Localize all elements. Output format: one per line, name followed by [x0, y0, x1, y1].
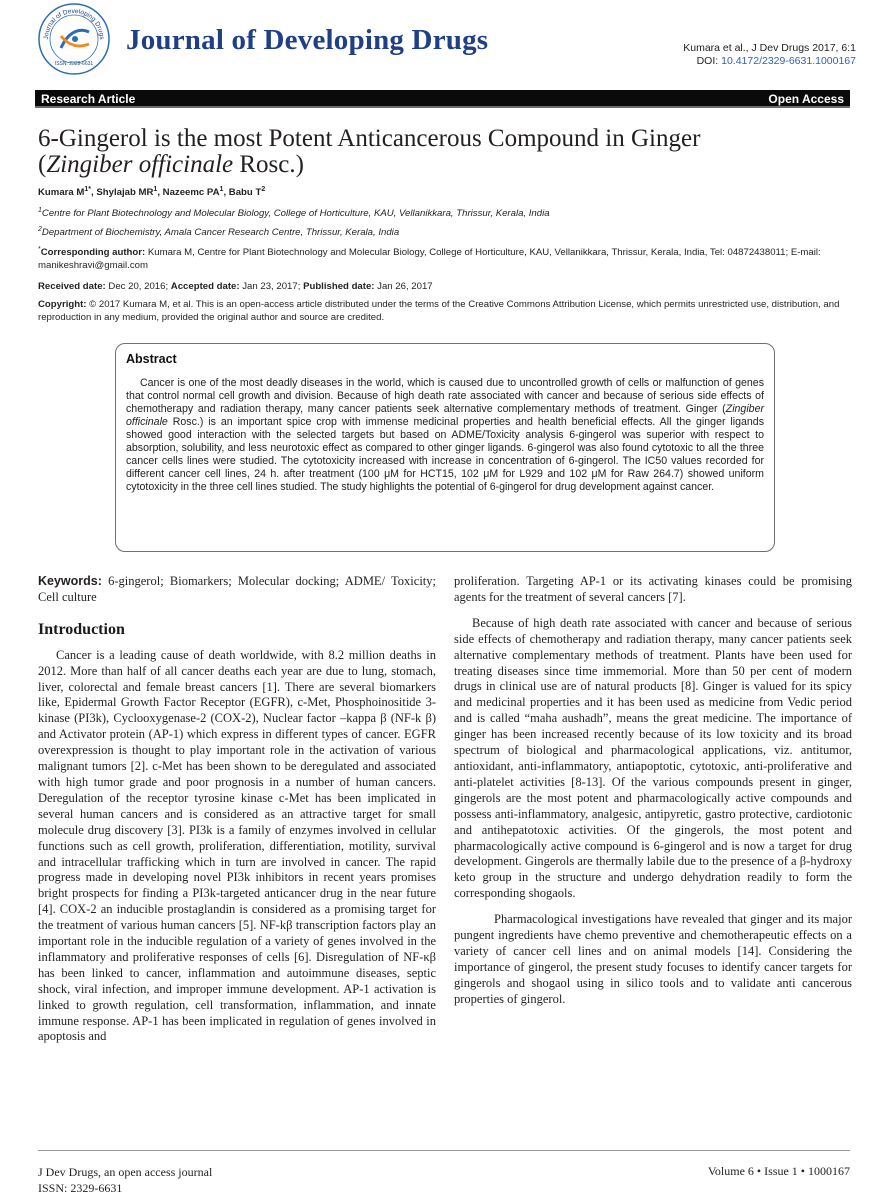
journal-logo: [37, 2, 111, 76]
right-column: [454, 574, 852, 1008]
left-column: [38, 574, 436, 1045]
author-name: Kumara M: [38, 187, 85, 198]
doi-link[interactable]: 10.4172/2329-6631.1000167: [721, 55, 856, 67]
author-list: Kumara $M^{1*}$, Shylajab $MR^1$, Nazeemc $PA^1$, Babu $T^2$: [38, 185, 266, 198]
affiliation-2: $^2$Department of Biochemistry, Amala Cancer Research Centre, Thrissur, Kerala, India: [38, 225, 400, 238]
affiliation-1: $^1$Centre for Plant Biotechnology and Molecular Biology, College of Horticulture, KAU, Vellanikkara, Thrissur, Kerala, India: [38, 206, 550, 219]
intro-paragraph-2: Because of high death rate associated with cancer and because of serious side effects of chemotherapy and radiation therapy, many cancer patients seek alternative complementary methods of treatment. Plants have been used for treating diseases since time immemorial. More than 50 per cent of modern drugs in clinical use are of natural products [8]. Ginger is valued for its spicy and medicinal properties and it has been used as medicine from Vedic period and is called “maha aushadh”, means the great medicine. The importance of ginger has been increased recently because of its low toxicity and its broad spectrum of biological and pharmacological applications, viz. antitumor, antioxidant, anti-inflammatory, antiapoptotic, cytotoxic, anti-proliferative and anti-platelet activities [8-13]. Of the various compounds present in ginger, gingerols are the most potent and pharmacologically active compounds and possess anti-inflammatory, analgesic, antipyretic, gastro protective, cardiotonic and antihepatotoxic activities. Of the gingerols, the most potent and pharmacologically active compound is 6-gingerol and is now a target for drug development. Gingerols are thermally labile due to the presence of a β-hydroxy keto group in the structure and undergo dehydration readily to form the corresponding shogaols.: [454, 615, 852, 901]
author-name: Shylajab MR: [96, 187, 154, 198]
logo-ring-text: Journal of Developing Drugs: [42, 7, 106, 40]
citation-block: [683, 42, 856, 68]
author-name: Babu T: [228, 187, 262, 198]
open-access-label: Open Access: [768, 92, 844, 106]
intro-paragraph-1: Cancer is a leading cause of death worldwide, with 8.2 million deaths in 2012. More than half of all cancer deaths each year are due to lung, stomach, liver, colorectal and female breast cancers [1]. There are several biomarkers like, Epidermal Growth Factor Receptor (EGFR), c-Met, Phosphoinositide 3-kinase (PI3k), Cyclooxygenase-2 (COX-2), Nuclear factor –kappa β (NF-k β) and Activator protein (AP-1) which express in different types of cancer. EGFR overexpression is thought to play important role in the activation of various malignant tumors [2]. c-Met has been shown to be deregulated and associated with high tumor grade and poor prognosis in a number of human cancers. Deregulation of the receptor tyrosine kinase c-Met has been implicated in several human cancers and is considered as an attractive target for small molecule drug discovery [3]. PI3k is a family of enzymes involved in cellular functions such as cell growth, proliferation, differentiation, motility, survival and intracellular trafficking which in turn are involved in cancer. The rapid progress made in developing novel PI3k inhibitors in recent years promises bright prospects for finding a PI3k-targeted anticancer drug in the near future [4]. COX-2 an inducible prostaglandin is considered as a promising target for the treatment of various human cancers [5]. NF-kβ transcription factors play an important role in the inducible regulation of a variety of genes involved in the inflammatory and proliferative responses of cells [6]. Disregulation of NF-κβ has been linked to cancer, inflammation and autoimmune diseases, septic shock, viral infection, and improper immune development. AP-1 activation is linked to growth regulation, cell transformation, inflammation, and innate immune response. AP-1 has been implicated in regulation of genes involved in apoptosis and: [38, 647, 436, 1044]
doi-line: [683, 55, 856, 68]
doi-label: DOI:: [696, 55, 722, 67]
abstract-heading: Abstract: [126, 352, 177, 366]
logo-issn: ISSN: 2329-6631: [54, 61, 94, 67]
intro-paragraph-3: Pharmacological investigations have revealed that ginger and its major pungent ingredients have chemo preventive and chemotherapeutic effects on a variety of cancer cell lines and on animal models [14]. Considering the importance of gingerol, the present study focuses to identify cancer targets for gingerols and shogaol using in silico tools and to validate anti cancerous properties of gingerol.: [454, 912, 852, 1006]
article-title: [38, 126, 858, 178]
article-type-label: Research Article: [41, 92, 136, 106]
title-line-1: 6-Gingerol is the most Potent Anticancerous Compound in Ginger: [38, 125, 701, 152]
keywords: Keywords: 6-gingerol; Biomarkers; Molecular docking; ADME/ Toxicity; Cell culture: [38, 574, 436, 604]
footer-divider: [38, 1150, 850, 1151]
footer-issn: ISSN: 2329-6631: [38, 1181, 123, 1195]
citation: Kumara et al., J Dev Drugs 2017, 6:1: [683, 42, 856, 54]
footer-journal-info: [38, 1164, 212, 1196]
article-dates: Received date: Dec 20, 2016; Accepted date: Jan 23, 2017; Published date: Jan 26, 2017: [38, 281, 433, 292]
abstract-box: [115, 343, 775, 552]
title-line-2: (Zingiber officinale Rosc.): [38, 151, 304, 178]
abstract-text: Cancer is one of the most deadly diseases in the world, which is caused due to uncontrolled growth of cells or malfunction of genes that control normal cell growth and division. Because of high death rate associated with cancer and because of serious side effects of chemotherapy and radiation therapy, many cancer patients seek alternative complementary methods of treatment. Ginger (Zingiber officinale Rosc.) is an important spice crop with immense medicinal properties and health beneficial effects. All the ginger ligands showed good interaction with the selected targets but based on ADME/Toxicity analysis 6-gingerol was superior with respect to absorption, solubility, and less neurotoxic effect as compared to other ginger ligands. 6-gingerol was also found cytotoxic to all the three cancer cells lines were studied. The cytotoxicity increased with increase in concentration of 6-gingerol. The IC50 values recorded for different cancer cell lines, 24 h. after treatment (100 μM for HCT15, 102 μM for L929 and 102 μM for Raw 264.7) showed uniform cytotoxicity in the three cell lines studied. The study highlights the potential of 6-gingerol for drug development against cancer.: [126, 377, 764, 493]
copyright-notice: Copyright: © 2017 Kumara M, et al. This is an open-access article distributed under the terms of the Creative Commons Attribution License, which permits unrestricted use, distribution, and reproduction in any medium, provided the original author and source are credited.: [38, 299, 840, 323]
intro-paragraph-1-continued: proliferation. Targeting AP-1 or its activating kinases could be promising agents for the treatment of several cancers [7].: [454, 574, 852, 604]
footer-journal-line: J Dev Drugs, an open access journal: [38, 1165, 213, 1179]
article-type-bar: [35, 90, 850, 108]
title-species: Zingiber officinale: [46, 151, 234, 178]
footer-volume: Volume 6 • Issue 1 • 1000167: [707, 1164, 850, 1178]
author-name: Nazeemc PA: [162, 187, 220, 198]
corresponding-author: *Corresponding author: Kumara M, Centre for Plant Biotechnology and Molecular Biology, College of Horticulture, KAU, Vellanikkara, Thrissur, Kerala, India, Tel: 04872438011; E-mail: manikeshravi@gmail.com: [38, 245, 821, 271]
journal-title: Journal of Developing Drugs: [126, 24, 489, 56]
introduction-heading: Introduction: [38, 620, 125, 638]
